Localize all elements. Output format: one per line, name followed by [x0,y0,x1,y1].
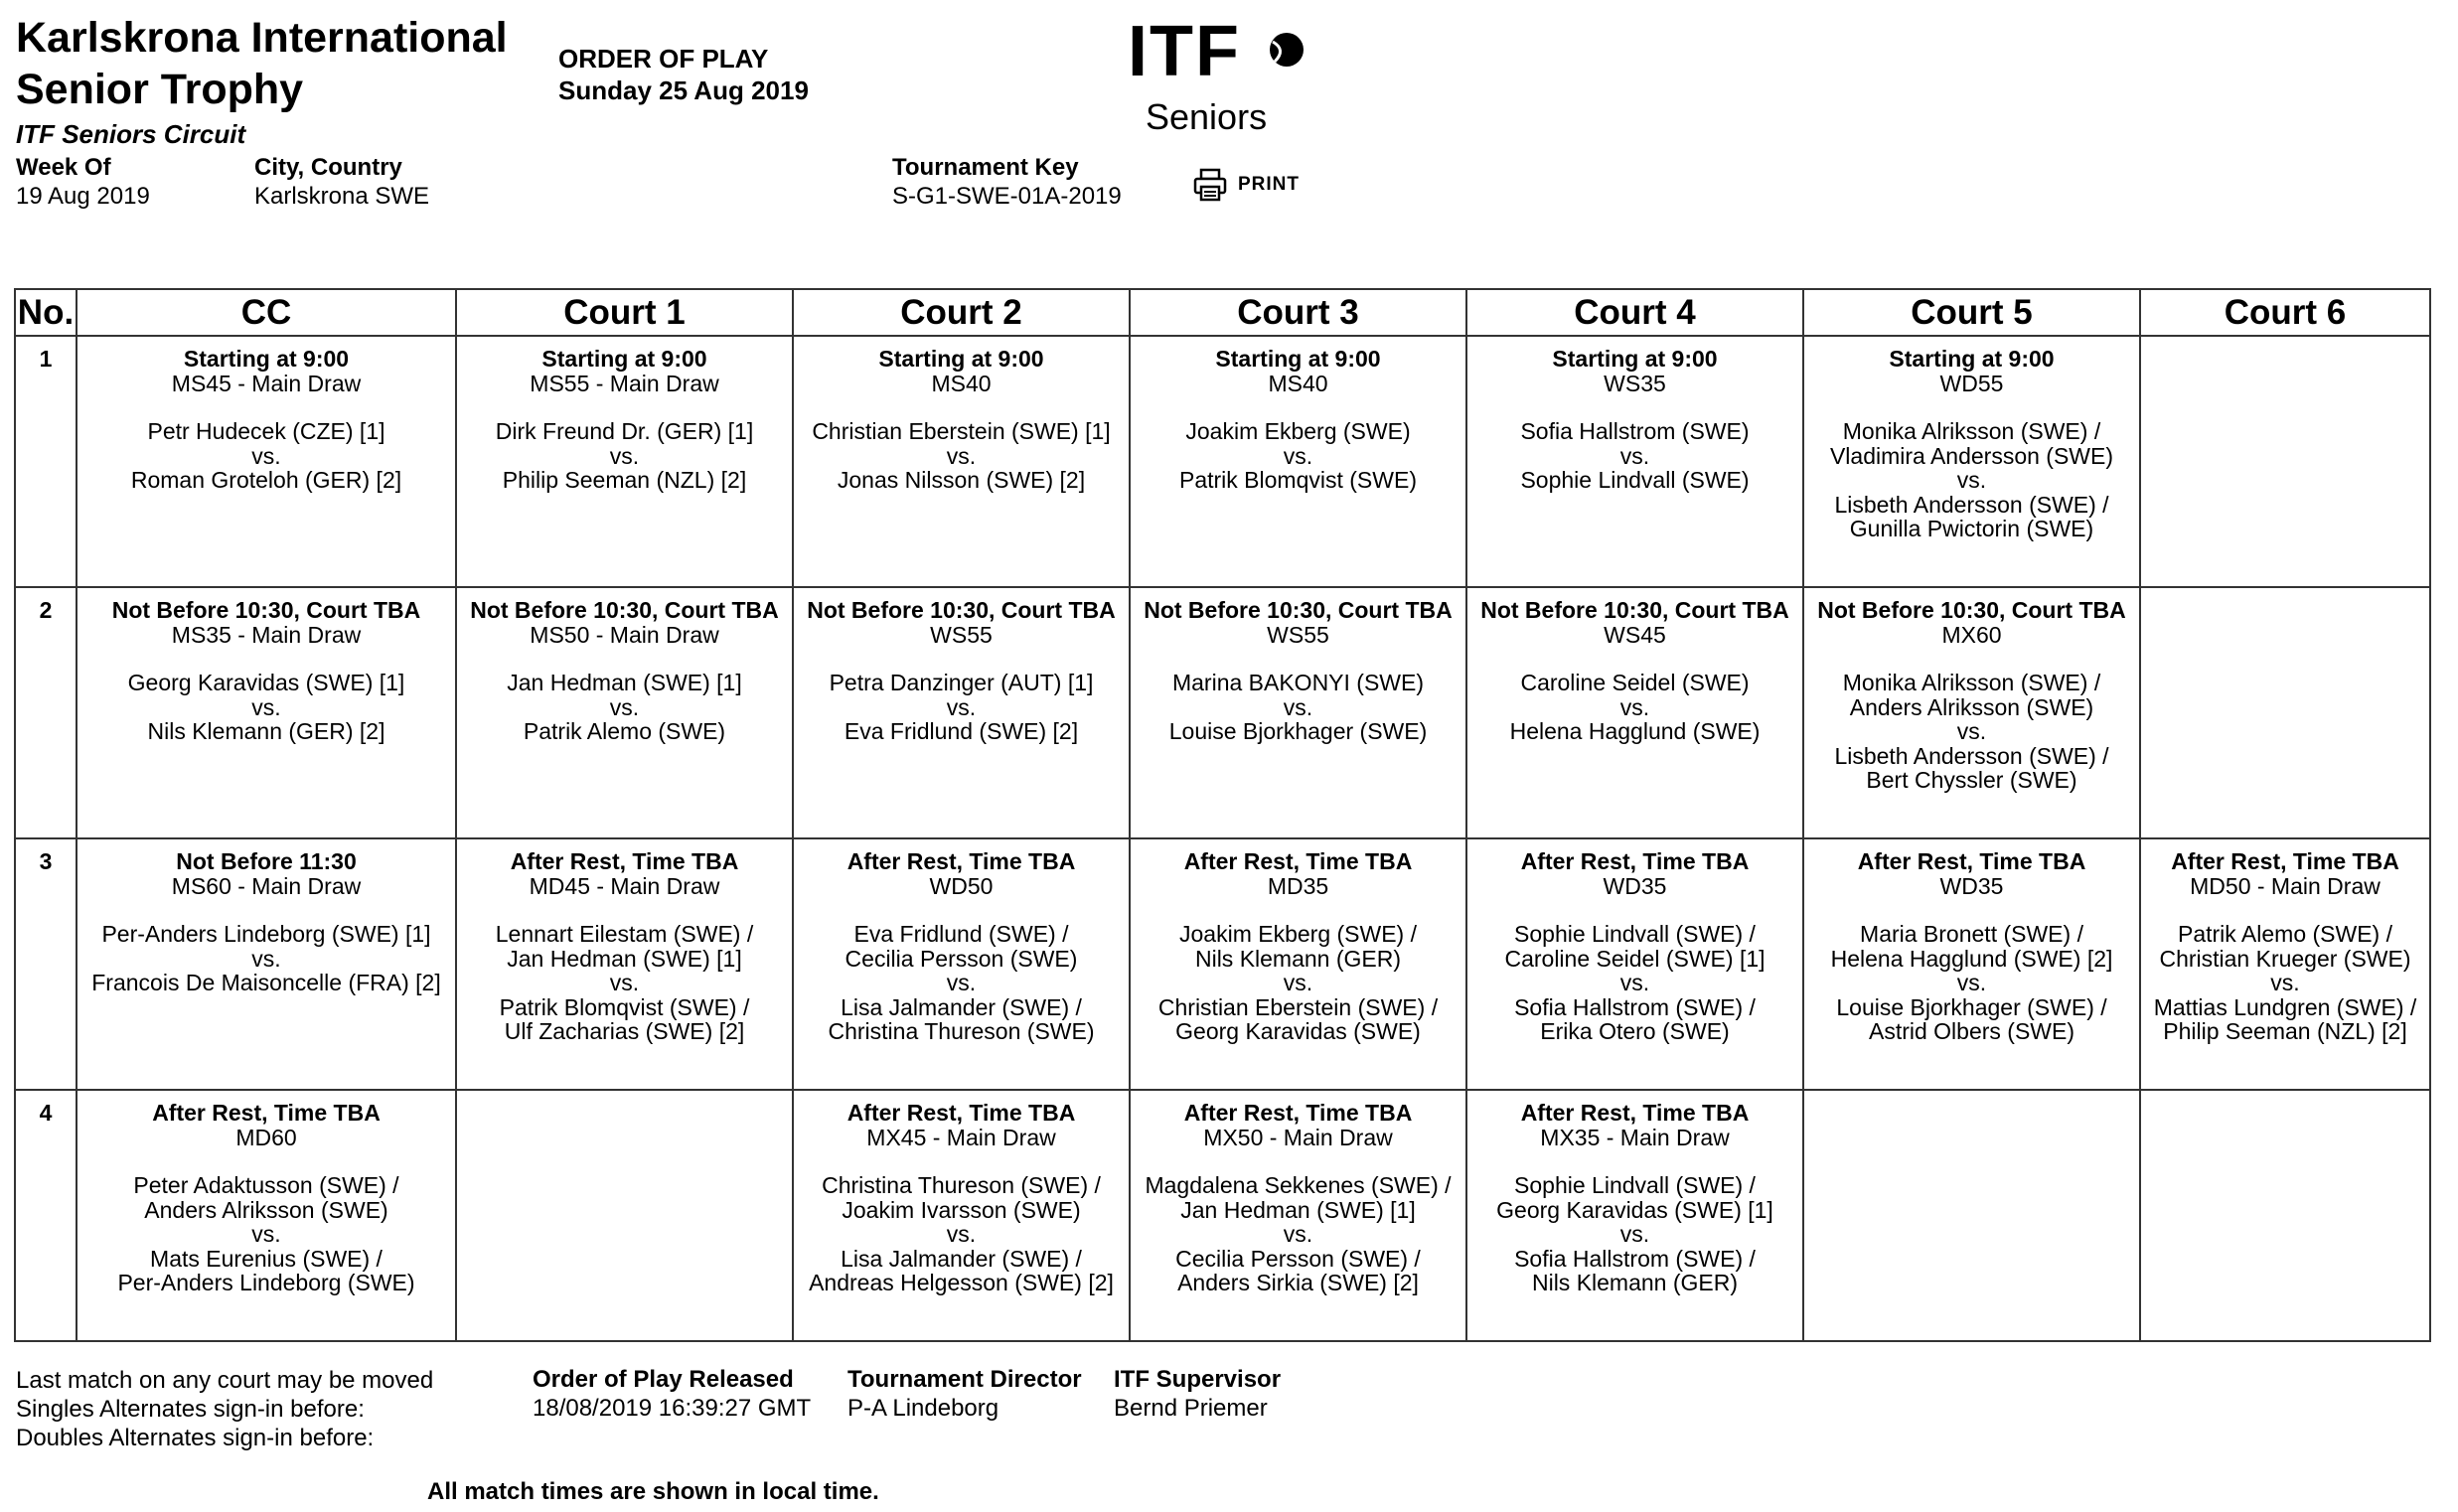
tournament-title-line1: Karlskrona International [16,14,508,62]
printer-icon [1192,167,1228,203]
player-name: Caroline Seidel (SWE) [1] [1504,945,1766,972]
match-number: 1 [15,336,77,587]
versus-label: vs. [1956,970,1987,995]
player-name: Patrik Alemo (SWE) / [2178,921,2392,947]
supervisor-value: Bernd Priemer [1114,1395,1268,1422]
player-name: Anders Sirkia (SWE) [2] [1177,1270,1419,1295]
player-name: Monika Alriksson (SWE) / [1842,670,2101,695]
column-header-court: Court 4 [1466,289,1803,336]
player-name: Sofia Hallstrom (SWE) / [1514,1245,1756,1272]
match-cell [793,587,1130,838]
match-time: Not Before 10:30, Court TBA [111,597,421,623]
player-name: Marina BAKONYI (SWE) [1171,670,1425,695]
match-time: After Rest, Time TBA [152,1100,381,1126]
match-time: Not Before 10:30, Court TBA [1144,597,1453,623]
match-time: Not Before 11:30 [176,848,357,874]
player-name: Lisbeth Andersson (SWE) / [1834,742,2109,769]
event-name: WS45 [1604,621,1666,648]
match-cell [77,336,456,587]
player-name: Sophie Lindvall (SWE) [1520,467,1750,493]
empty-cell [456,1090,793,1341]
player-name: Cecilia Persson (SWE) [845,945,1078,972]
order-of-play-label: ORDER OF PLAY [558,44,769,74]
versus-label: vs. [1956,467,1987,493]
logo-itf-text: ITF [1128,12,1241,91]
match-cell [77,1090,456,1341]
city-country-label: City, Country [254,154,402,181]
empty-cell [2140,1090,2430,1341]
footer-notes [16,1366,433,1452]
match-time: After Rest, Time TBA [510,848,739,874]
column-header-court: Court 5 [1803,289,2140,336]
player-name: Patrik Blomqvist (SWE) [1179,467,1417,493]
player-name: Andreas Helgesson (SWE) [2] [809,1270,1114,1295]
player-name: Erika Otero (SWE) [1540,1018,1730,1044]
table-row [15,587,2430,838]
match-time: Not Before 10:30, Court TBA [807,597,1116,623]
player-name: Georg Karavidas (SWE) [1] [127,670,405,695]
player-name: Petr Hudecek (CZE) [1] [147,418,385,444]
player-name: Francois De Maisoncelle (FRA) [2] [91,970,441,995]
footer-note: Singles Alternates sign-in before: [16,1396,365,1423]
footer-note: Last match on any court may be moved [16,1367,434,1394]
match-cell [1803,838,2140,1090]
event-name: MS40 [931,370,992,396]
column-header-court: Court 1 [456,289,793,336]
event-name: WD55 [1939,370,2004,396]
player-name: Magdalena Sekkenes (SWE) / [1145,1172,1452,1198]
match-cell [456,336,793,587]
order-of-play-date: Sunday 25 Aug 2019 [558,76,809,105]
player-name: Nils Klemann (GER) [2] [147,718,385,744]
player-name: Vladimira Andersson (SWE) [1829,442,2114,469]
versus-label: vs. [1619,442,1650,469]
player-name: Monika Alriksson (SWE) / [1842,418,2101,444]
match-cell [1803,336,2140,587]
match-number: 4 [15,1090,77,1341]
event-name: WS55 [930,621,993,648]
player-name: Patrik Alemo (SWE) [523,718,726,744]
circuit-name: ITF Seniors Circuit [16,119,246,149]
city-country-value: Karlskrona SWE [254,183,430,210]
event-name: MS40 [1268,370,1328,396]
event-name: MS60 - Main Draw [171,872,362,899]
versus-label: vs. [946,442,977,469]
match-cell [1466,587,1803,838]
match-cell [77,838,456,1090]
order-of-play-table [14,288,2431,1342]
print-button[interactable] [1192,167,1300,203]
event-name: MS50 - Main Draw [530,621,719,648]
column-header-court: Court 2 [793,289,1130,336]
player-name: Jan Hedman (SWE) [1] [507,670,742,695]
player-name: Helena Hagglund (SWE) [2] [1830,945,2113,972]
match-time: Starting at 9:00 [878,346,1044,372]
player-name: Joakim Ivarsson (SWE) [842,1196,1081,1223]
itf-seniors-logo [1128,12,1306,140]
player-name: Eva Fridlund (SWE) / [853,921,1069,947]
player-name: Jonas Nilsson (SWE) [2] [837,467,1086,493]
match-cell [1130,838,1466,1090]
match-time: After Rest, Time TBA [2171,848,2399,874]
event-name: MD45 - Main Draw [529,872,720,899]
player-name: Per-Anders Lindeborg (SWE) [1] [101,921,431,947]
player-name: Gunilla Pwictorin (SWE) [1849,516,2094,541]
event-name: WD35 [1603,872,1667,899]
match-time: After Rest, Time TBA [1520,848,1750,874]
match-time: Starting at 9:00 [1215,346,1381,372]
match-time: Not Before 10:30, Court TBA [1480,597,1789,623]
versus-label: vs. [609,970,640,995]
player-name: Astrid Olbers (SWE) [1868,1018,2075,1044]
versus-label: vs. [946,1221,977,1247]
player-name: Christian Krueger (SWE) [2159,945,2411,972]
versus-label: vs. [946,693,977,720]
match-time: Not Before 10:30, Court TBA [1817,597,2126,623]
week-of-value: 19 Aug 2019 [16,183,150,210]
table-row [15,838,2430,1090]
player-name: Anders Alriksson (SWE) [1849,693,2094,720]
director-value: P-A Lindeborg [847,1395,999,1422]
match-cell [1130,587,1466,838]
match-cell [2140,838,2430,1090]
match-time: Not Before 10:30, Court TBA [470,597,779,623]
player-name: Nils Klemann (GER) [1531,1270,1739,1295]
event-name: MS45 - Main Draw [171,370,362,396]
versus-label: vs. [251,945,281,972]
match-time: Starting at 9:00 [541,346,707,372]
versus-label: vs. [1283,1221,1313,1247]
versus-label: vs. [946,970,977,995]
match-time: After Rest, Time TBA [1183,1100,1413,1126]
empty-cell [2140,336,2430,587]
player-name: Per-Anders Lindeborg (SWE) [117,1270,415,1295]
event-name: MX35 - Main Draw [1540,1124,1730,1150]
player-name: Louise Bjorkhager (SWE) [1168,718,1428,744]
match-time: After Rest, Time TBA [1857,848,2086,874]
versus-label: vs. [609,442,640,469]
match-number: 3 [15,838,77,1090]
tournament-title-line2: Senior Trophy [16,66,304,113]
player-name: Lisa Jalmander (SWE) / [841,993,1082,1020]
match-number: 2 [15,587,77,838]
player-name: Sofia Hallstrom (SWE) / [1514,993,1756,1020]
supervisor-label: ITF Supervisor [1114,1366,1282,1393]
empty-cell [1803,1090,2140,1341]
player-name: Christian Eberstein (SWE) [1] [812,418,1111,444]
versus-label: vs. [2270,970,2300,995]
released-label: Order of Play Released [533,1366,794,1393]
match-cell [1130,1090,1466,1341]
tennis-ball-icon [1267,30,1306,70]
player-name: Ulf Zacharias (SWE) [2] [504,1018,745,1044]
match-time: After Rest, Time TBA [846,848,1076,874]
player-name: Jan Hedman (SWE) [1] [507,945,742,972]
player-name: Mattias Lundgren (SWE) / [2153,993,2417,1020]
column-header-court: Court 3 [1130,289,1466,336]
match-time: Starting at 9:00 [1552,346,1718,372]
director-label: Tournament Director [847,1366,1082,1393]
player-name: Georg Karavidas (SWE) [1] [1496,1196,1773,1223]
match-cell [77,587,456,838]
player-name: Dirk Freund Dr. (GER) [1] [495,418,754,444]
player-name: Petra Danzinger (AUT) [1] [829,670,1094,695]
released-value: 18/08/2019 16:39:27 GMT [533,1395,812,1422]
player-name: Nils Klemann (GER) [1194,945,1402,972]
versus-label: vs. [609,693,640,720]
player-name: Lennart Eilestam (SWE) / [495,921,754,947]
match-cell [456,587,793,838]
event-name: WD35 [1939,872,2004,899]
versus-label: vs. [1619,970,1650,995]
table-body [15,336,2430,1341]
match-time: After Rest, Time TBA [1520,1100,1750,1126]
versus-label: vs. [1619,1221,1650,1247]
match-cell [793,336,1130,587]
player-name: Sophie Lindvall (SWE) / [1514,921,1756,947]
player-name: Bert Chyssler (SWE) [1866,767,2077,793]
column-header-court: Court 6 [2140,289,2430,336]
match-time: Starting at 9:00 [1889,346,2055,372]
event-name: MD50 - Main Draw [2190,872,2381,899]
table-row [15,1090,2430,1341]
player-name: Peter Adaktusson (SWE) / [133,1172,399,1198]
event-name: MS55 - Main Draw [530,370,719,396]
logo-seniors-text: Seniors [1146,96,1268,137]
player-name: Mats Eurenius (SWE) / [150,1245,383,1272]
match-time: Starting at 9:00 [183,346,350,372]
player-name: Roman Groteloh (GER) [2] [130,467,402,493]
versus-label: vs. [1283,442,1313,469]
local-time-note: All match times are shown in local time. [427,1478,879,1505]
player-name: Helena Hagglund (SWE) [1509,718,1761,744]
match-time: After Rest, Time TBA [846,1100,1076,1126]
player-name: Jan Hedman (SWE) [1] [1180,1196,1416,1223]
footer-note: Doubles Alternates sign-in before: [16,1425,375,1451]
versus-label: vs. [1619,693,1650,720]
match-cell [456,838,793,1090]
versus-label: vs. [1283,693,1313,720]
player-name: Christina Thureson (SWE) / [822,1172,1101,1198]
event-name: MX50 - Main Draw [1203,1124,1393,1150]
player-name: Joakim Ekberg (SWE) [1185,418,1411,444]
versus-label: vs. [251,693,281,720]
print-label: PRINT [1238,174,1300,195]
versus-label: vs. [251,1221,281,1247]
player-name: Sofia Hallstrom (SWE) [1520,418,1750,444]
player-name: Philip Seeman (NZL) [2] [502,467,747,493]
event-name: MD35 [1267,872,1329,899]
match-cell [793,1090,1130,1341]
event-name: WD50 [929,872,994,899]
player-name: Patrik Blomqvist (SWE) / [499,993,750,1020]
player-name: Joakim Ekberg (SWE) / [1179,921,1417,947]
column-header-court: CC [77,289,456,336]
player-name: Christina Thureson (SWE) [828,1018,1095,1044]
tournament-key-label: Tournament Key [892,154,1079,181]
player-name: Eva Fridlund (SWE) [2] [844,718,1079,744]
match-cell [1803,587,2140,838]
event-name: MD60 [235,1124,297,1150]
match-time: After Rest, Time TBA [1183,848,1413,874]
player-name: Caroline Seidel (SWE) [1520,670,1750,695]
table-header-row [15,289,2430,336]
empty-cell [2140,587,2430,838]
player-name: Georg Karavidas (SWE) [1175,1018,1421,1044]
week-of-label: Week Of [16,154,111,181]
event-name: MS35 - Main Draw [171,621,362,648]
versus-label: vs. [251,442,281,469]
event-name: WS35 [1604,370,1666,396]
player-name: Lisbeth Andersson (SWE) / [1834,491,2109,518]
tournament-key-value: S-G1-SWE-01A-2019 [892,183,1122,210]
column-header-no: No. [15,289,77,336]
player-name: Christian Eberstein (SWE) / [1157,993,1439,1020]
player-name: Sophie Lindvall (SWE) / [1514,1172,1756,1198]
versus-label: vs. [1956,718,1987,744]
player-name: Cecilia Persson (SWE) / [1175,1245,1421,1272]
match-cell [1466,336,1803,587]
player-name: Anders Alriksson (SWE) [144,1196,388,1223]
match-cell [1466,838,1803,1090]
player-name: Lisa Jalmander (SWE) / [841,1245,1082,1272]
match-cell [1466,1090,1803,1341]
player-name: Maria Bronett (SWE) / [1860,921,2083,947]
match-cell [1130,336,1466,587]
event-name: MX60 [1941,621,2002,648]
event-name: MX45 - Main Draw [866,1124,1056,1150]
player-name: Louise Bjorkhager (SWE) / [1836,993,2107,1020]
match-cell [793,838,1130,1090]
event-name: WS55 [1267,621,1329,648]
versus-label: vs. [1283,970,1313,995]
player-name: Philip Seeman (NZL) [2] [2163,1018,2407,1044]
table-row [15,336,2430,587]
